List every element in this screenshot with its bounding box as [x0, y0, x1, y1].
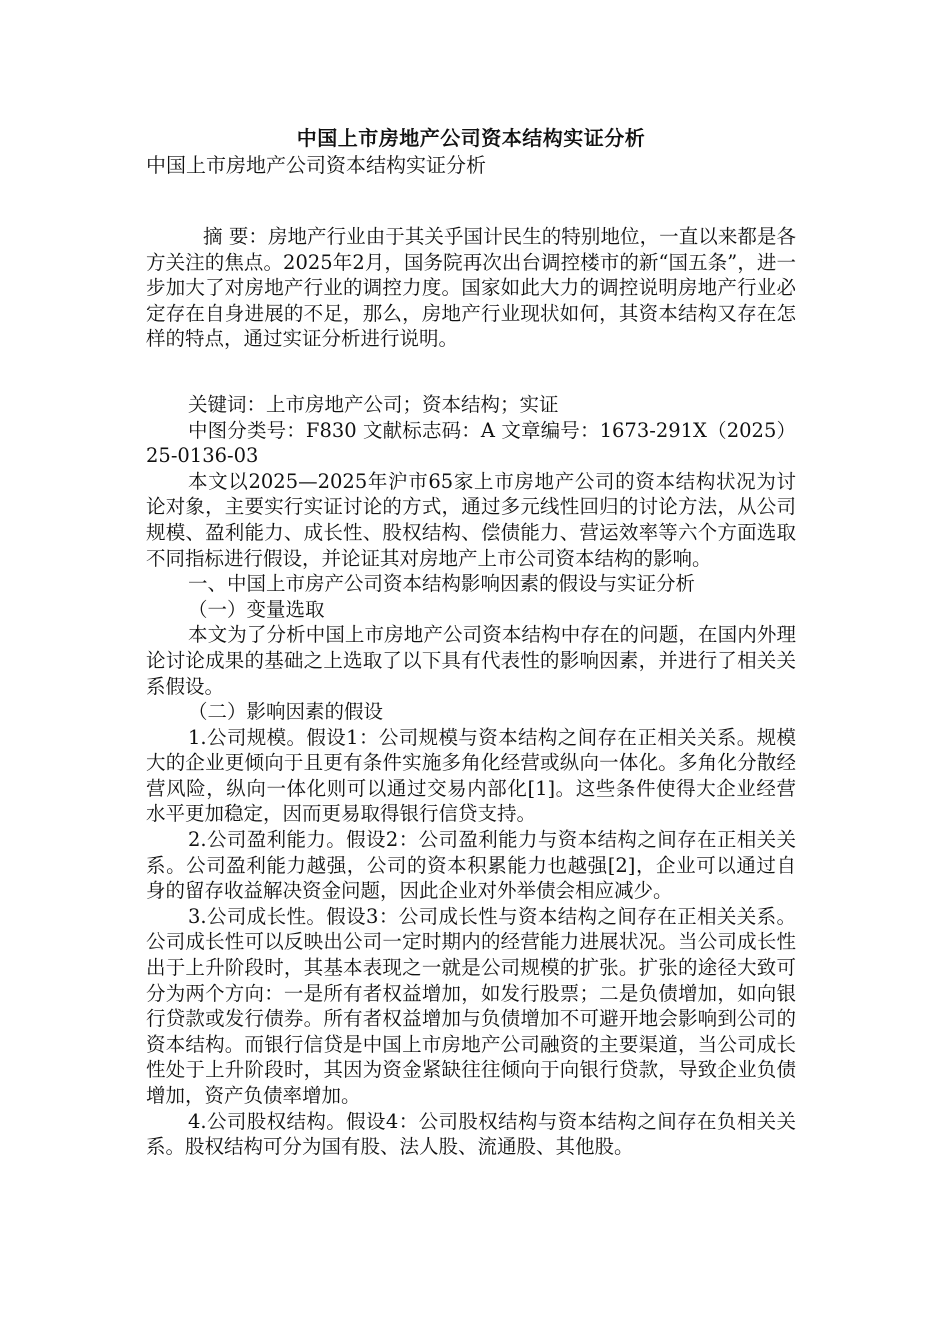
hypothesis-2-paragraph: 2.公司盈利能力。假设2：公司盈利能力与资本结构之间存在正相关关系。公司盈利能力越强，公司的资本积累能力也越强[2]，企业可以通过自身的留存收益解决资金问题，因此企业对外举债会相应减少。: [146, 828, 796, 903]
hypothesis-1-paragraph: 1.公司规模。假设1：公司规模与资本结构之间存在正相关关系。规模大的企业更倾向于且更有条件实施多角化经营或纵向一体化。多角化分散经营风险，纵向一体化则可以通过交易内部化[1]。这些条件使得大企业经营水平更加稳定，因而更易取得银行信贷支持。: [146, 725, 796, 826]
hypothesis-4-paragraph: 4.公司股权结构。假设4：公司股权结构与资本结构之间存在负相关关系。股权结构可分为国有股、法人股、流通股、其他股。: [146, 1109, 796, 1159]
document-title: 中国上市房地产公司资本结构实证分析: [296, 126, 646, 150]
subsection-heading-variables: （一）变量选取: [188, 597, 325, 621]
keywords-line: 关键词：上市房地产公司；资本结构；实证: [188, 392, 559, 416]
section-heading: 一、中国上市房产公司资本结构影响因素的假设与实证分析: [188, 572, 696, 596]
abstract-paragraph: 摘 要：房地产行业由于其关乎国计民生的特别地位，一直以来都是各方关注的焦点。2025年2月，国务院再次出台调控楼市的新“国五条”，进一步加大了对房地产行业的调控力度。国家如此大力的调控说明房地产行业必定存在自身进展的不足，那么，房地产行业现状如何，其资本结构又存在怎样的特点，通过实证分析进行说明。: [146, 225, 796, 351]
variables-paragraph: 本文为了分析中国上市房地产公司资本结构中存在的问题，在国内外理论讨论成果的基础之上选取了以下具有代表性的影响因素，并进行了相关关系假设。: [146, 623, 796, 698]
classification-line: 中图分类号：F830 文献标志码：A 文章编号：1673-291X（2025）25-0136-03: [146, 418, 796, 468]
hypothesis-3-paragraph: 3.公司成长性。假设3：公司成长性与资本结构之间存在正相关关系。公司成长性可以反映出公司一定时期内的经营能力进展状况。当公司成长性出于上升阶段时，其基本表现之一就是公司规模的扩张。扩张的途径大致可分为两个方向：一是所有者权益增加，如发行股票；二是负债增加，如向银行贷款或发行债券。所有者权益增加与负债增加不可避开地会影响到公司的资本结构。而银行信贷是中国上市房地产公司融资的主要渠道，当公司成长性处于上升阶段时，其因为资金紧缺往往倾向于向银行贷款，导致企业负债增加，资产负债率增加。: [146, 904, 796, 1107]
intro-paragraph: 本文以2025—2025年沪市65家上市房地产公司的资本结构状况为讨论对象，主要实行实证讨论的方式，通过多元线性回归的讨论方法，从公司规模、盈利能力、成长性、股权结构、偿债能力、营运效率等六个方面选取不同指标进行假设，并论证其对房地产上市公司资本结构的影响。: [146, 469, 796, 570]
subsection-heading-hypotheses: （二）影响因素的假设: [188, 700, 384, 724]
document-body: [146, 124, 796, 1160]
spacer: [146, 178, 796, 224]
document-subtitle: 中国上市房地产公司资本结构实证分析: [146, 153, 486, 177]
spacer: [146, 352, 796, 392]
